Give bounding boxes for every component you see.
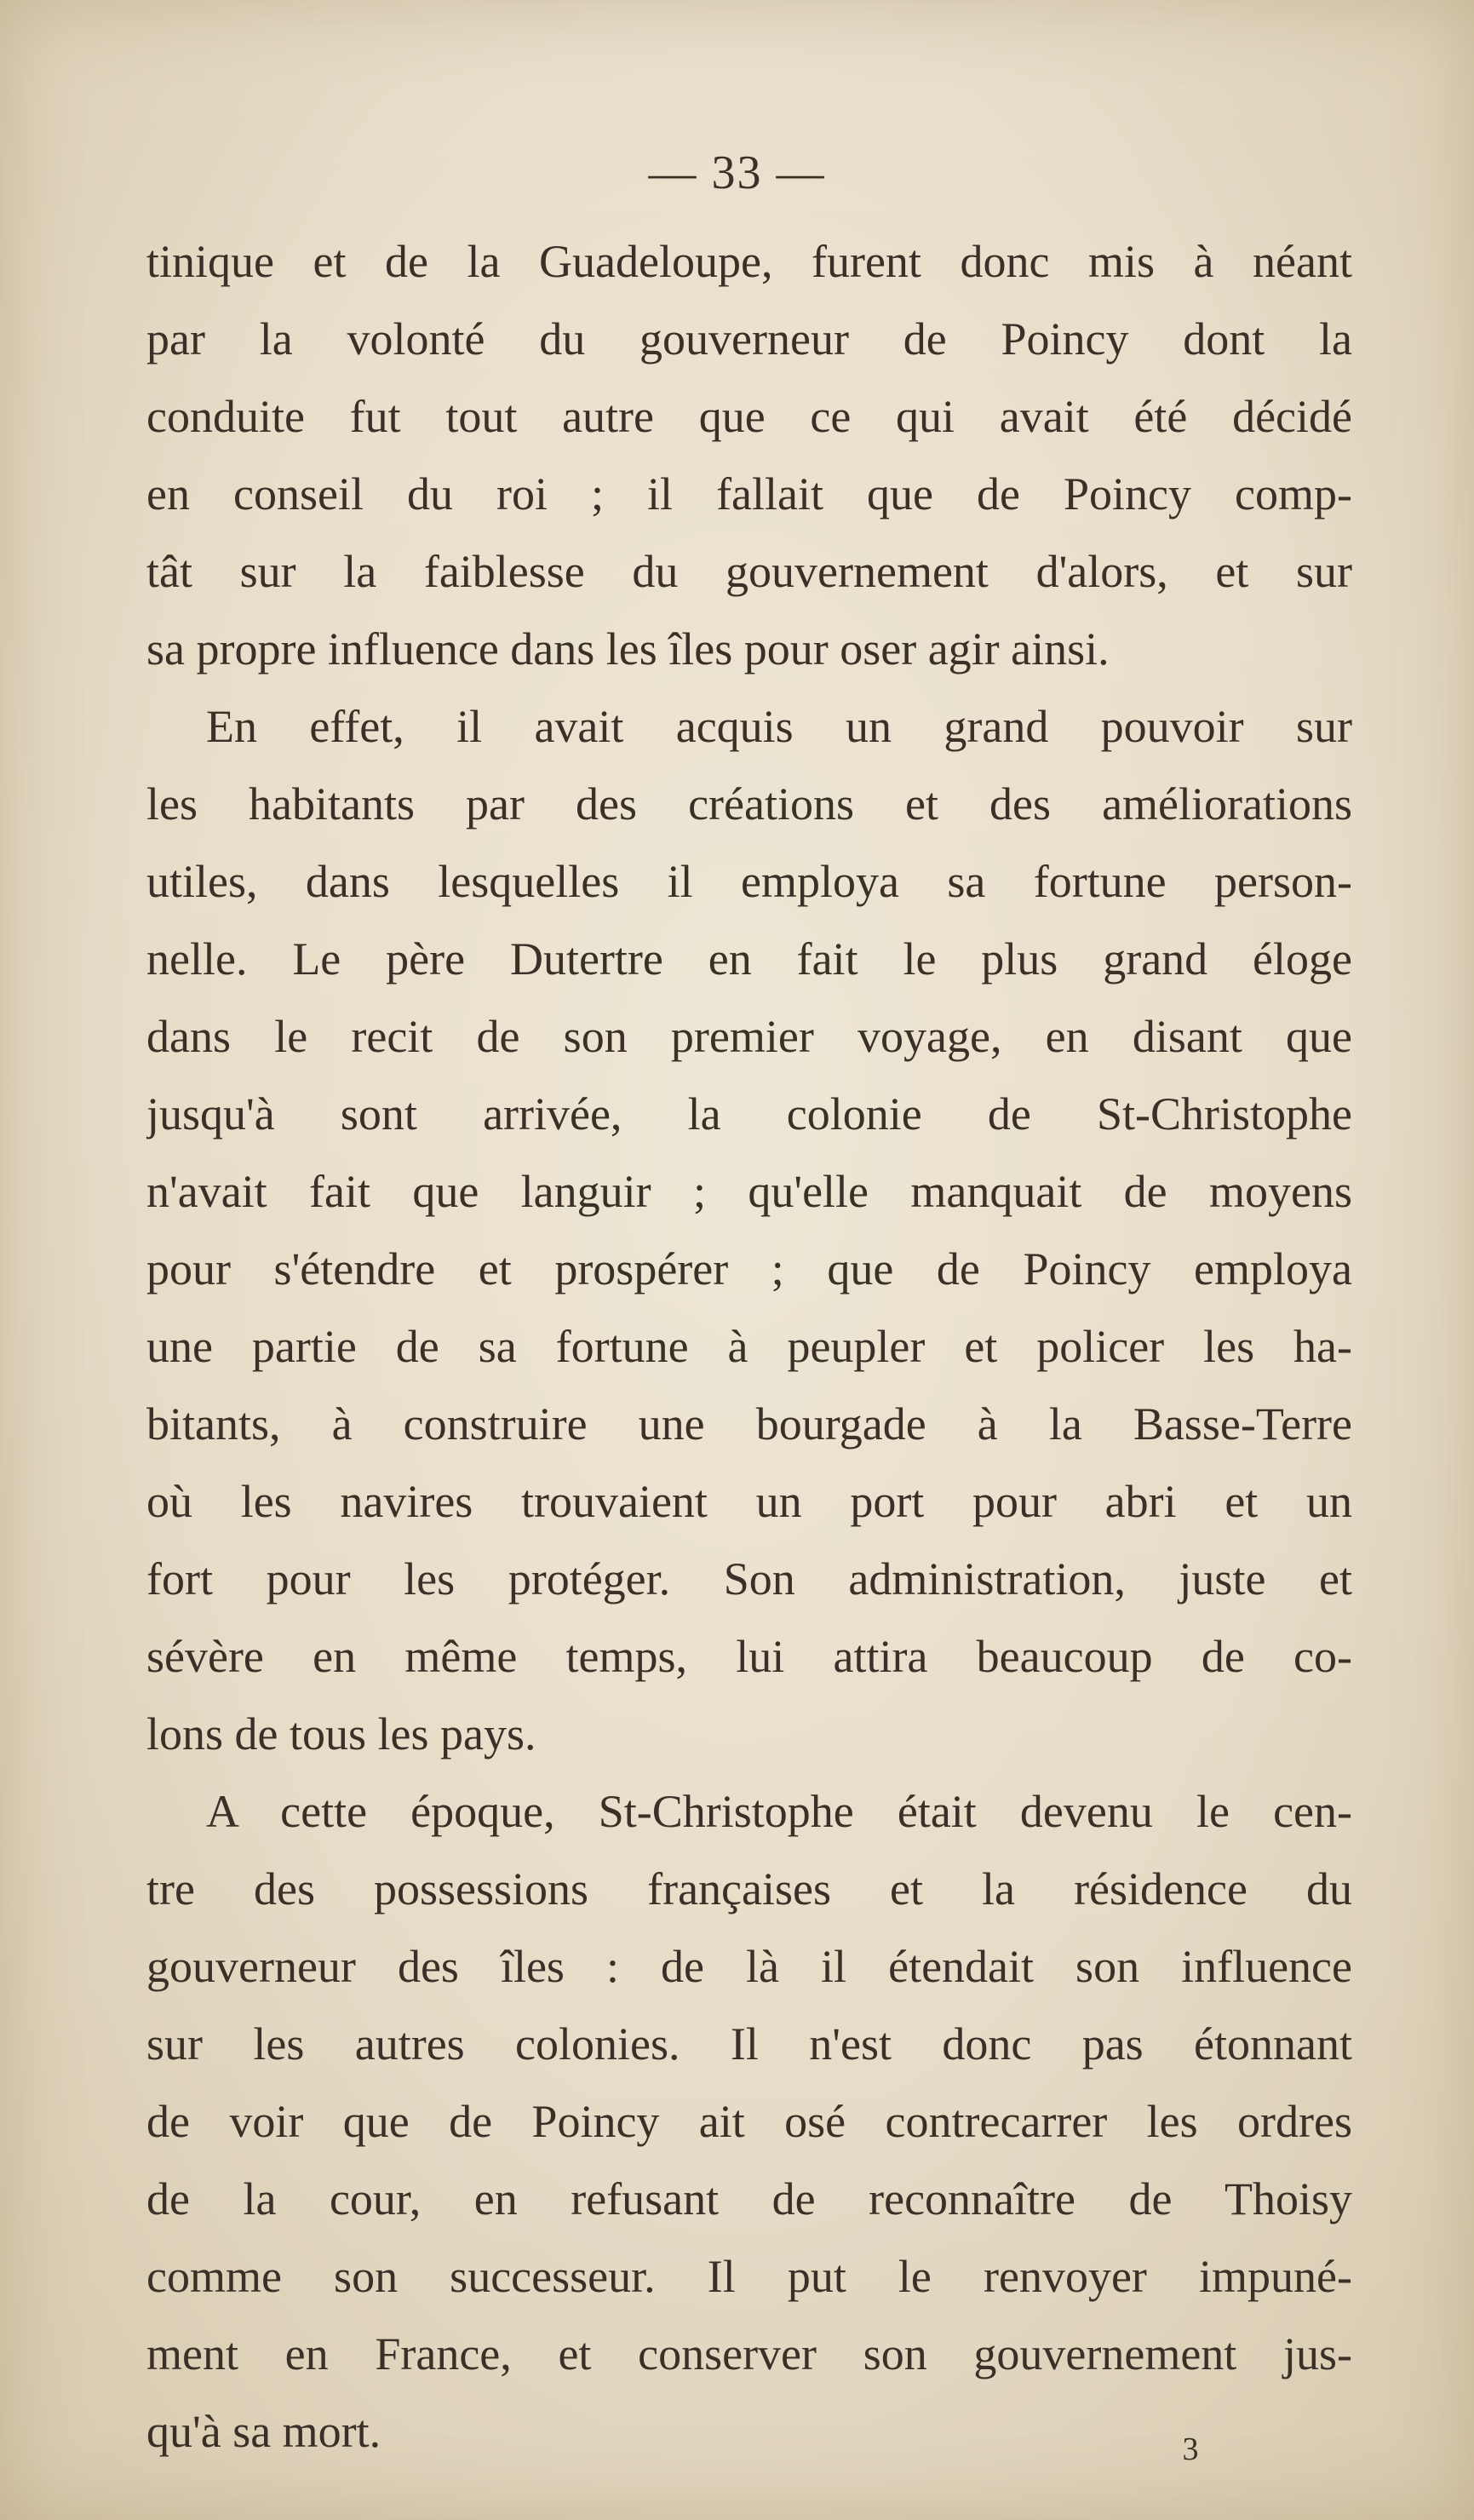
text-line: En effet, il avait acquis un grand pouvoir sur xyxy=(206,701,1352,752)
text-line: sur les autres colonies. Il n'est donc pas étonnant xyxy=(146,2018,1352,2069)
text-line: sévère en même temps, lui attira beaucoup de co- xyxy=(146,1631,1352,1682)
text-line: pour s'étendre et prospérer ; que de Poincy employa xyxy=(146,1243,1352,1294)
text-line: en conseil du roi ; il fallait que de Poincy comp- xyxy=(146,468,1352,519)
text-line: conduite fut tout autre que ce qui avait été décidé xyxy=(146,391,1352,442)
text-line: n'avait fait que languir ; qu'elle manquait de moyens xyxy=(146,1166,1352,1217)
text-line: sa propre influence dans les îles pour oser agir ainsi. xyxy=(146,623,1110,674)
body-text xyxy=(146,223,1352,2471)
text-line: fort pour les protéger. Son administration, juste et xyxy=(146,1553,1352,1604)
text-line: lons de tous les pays. xyxy=(146,1708,536,1759)
text-line: par la volonté du gouverneur de Poincy dont la xyxy=(146,313,1352,365)
text-line: une partie de sa fortune à peupler et policer les ha- xyxy=(146,1321,1352,1372)
text-line: comme son successeur. Il put le renvoyer impuné- xyxy=(146,2251,1352,2302)
text-line: ment en France, et conserver son gouvernement jus- xyxy=(146,2328,1352,2379)
text-line: tre des possessions françaises et la résidence du xyxy=(146,1863,1352,1914)
text-line: tinique et de la Guadeloupe, furent donc mis à néant xyxy=(146,236,1352,287)
text-line: jusqu'à sont arrivée, la colonie de St-Christophe xyxy=(146,1088,1352,1139)
text-line: bitants, à construire une bourgade à la Basse-Terre xyxy=(146,1398,1352,1449)
text-line: gouverneur des îles : de là il étendait son influence xyxy=(146,1941,1352,1992)
text-line: qu'à sa mort. xyxy=(146,2406,381,2457)
text-line: tât sur la faiblesse du gouvernement d'alors, et sur xyxy=(146,546,1352,597)
text-line: A cette époque, St-Christophe était devenu le cen- xyxy=(206,1786,1352,1837)
text-line: les habitants par des créations et des améliorations xyxy=(146,778,1352,829)
text-line: de la cour, en refusant de reconnaître de Thoisy xyxy=(146,2173,1352,2224)
text-line: nelle. Le père Dutertre en fait le plus grand éloge xyxy=(146,933,1352,984)
text-line: utiles, dans lesquelles il employa sa fortune person- xyxy=(146,856,1352,907)
text-line: dans le recit de son premier voyage, en disant que xyxy=(146,1011,1352,1062)
page-number: — 33 — xyxy=(648,146,826,199)
text-line: de voir que de Poincy ait osé contrecarrer les ordres xyxy=(146,2096,1352,2147)
text-line: où les navires trouvaient un port pour abri et un xyxy=(146,1476,1352,1527)
signature-mark: 3 xyxy=(1182,2431,1199,2467)
